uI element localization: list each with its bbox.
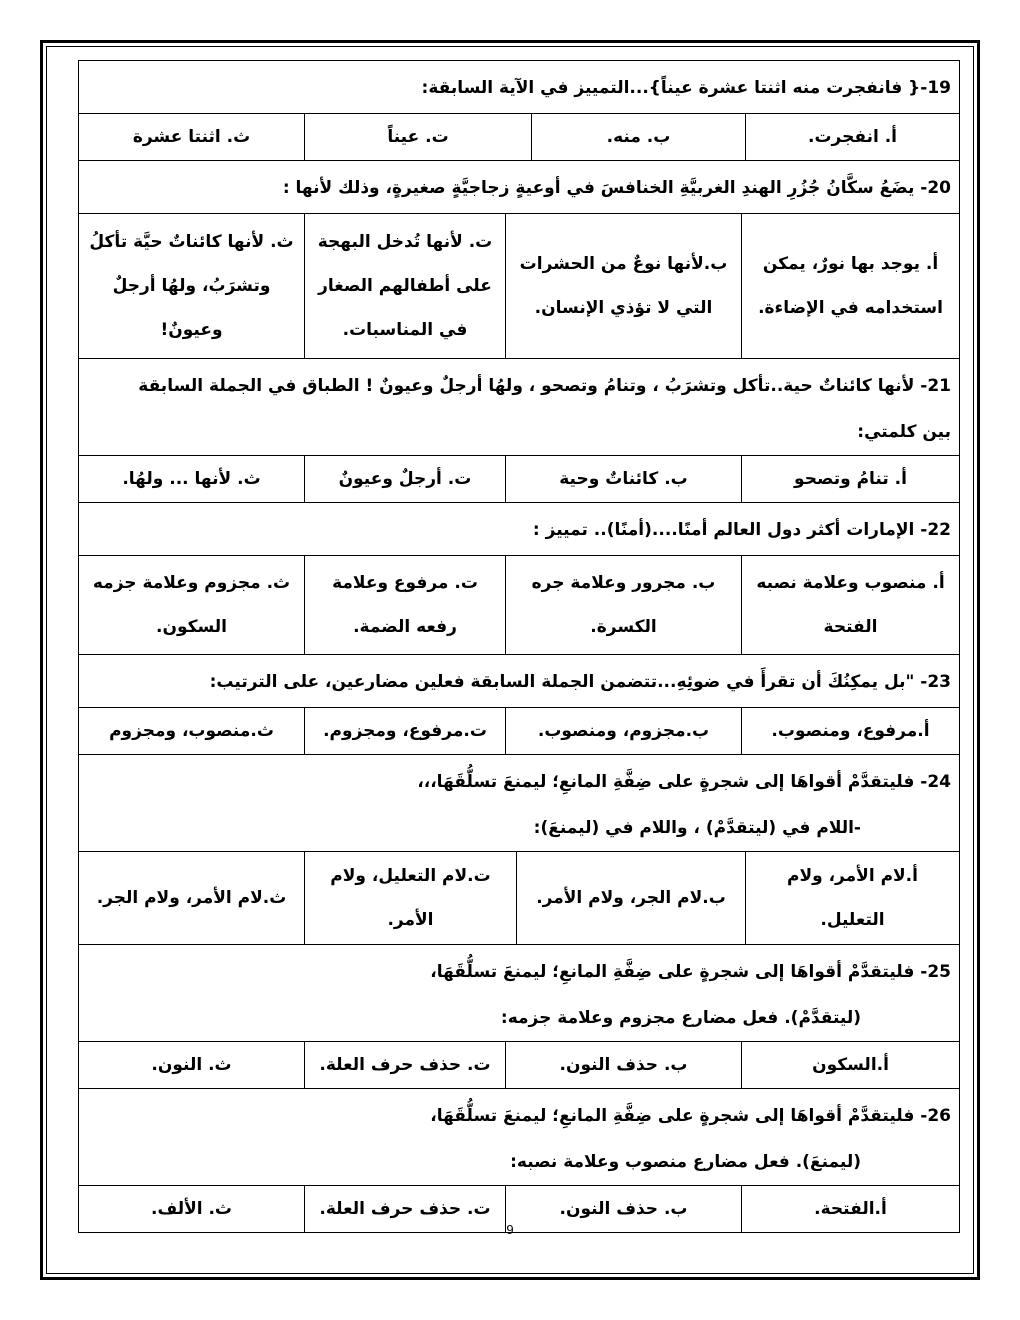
option-t[interactable]: ت. أرجلٌ وعيونٌ xyxy=(304,456,505,502)
question-text: 21- لأنها كائناتٌ حية..تأكل وتشرَبُ ، وتنامُ وتصحو ، ولهُا أرجلٌ وعيونٌ ! الطباق في الجملة السابقة بين كلمتي: xyxy=(138,376,951,442)
question-text: 25- فليتقدَّمْ أقواهَا إلى شجرةٍ على ضِفَّةِ المانعِ؛ ليمنعَ تسلُّقَهَا، (ليتقدَّمْ). فعل مضارع مجزوم وعلامة جزمه: xyxy=(430,962,951,1028)
option-th[interactable]: ث. لأنها ... ولهُا. xyxy=(122,469,261,489)
option-t[interactable]: ت. عيناً xyxy=(304,114,531,160)
option-b[interactable]: ب. مجرور وعلامة جره الكسرة. xyxy=(505,556,741,654)
page-number: 9 xyxy=(506,1222,514,1237)
option-a[interactable]: أ.السكون xyxy=(741,1042,959,1088)
exam-sheet xyxy=(78,60,960,1233)
option-b[interactable]: ب. منه. xyxy=(531,114,745,160)
question-text: 26- فليتقدَّمْ أقواهَا إلى شجرةٍ على ضِفَّةِ المانعِ؛ ليمنعَ تسلُّقَهَا، (ليمنعَ). فعل مضارع منصوب وعلامة نصبه: xyxy=(430,1106,951,1172)
question-23 xyxy=(78,655,960,708)
option-a[interactable]: أ. منصوب وعلامة نصبه الفتحة xyxy=(741,556,959,654)
options-19 xyxy=(78,114,960,161)
option-a[interactable]: أ.مرفوع، ومنصوب. xyxy=(741,708,959,754)
question-text: 22- الإمارات أكثر دول العالم أمنًا....(أمنًا).. تمييز : xyxy=(532,520,951,540)
option-a[interactable]: أ. انفجرت. xyxy=(745,114,959,160)
option-t[interactable]: ت. حذف حرف العلة. xyxy=(304,1186,505,1232)
option-b[interactable]: ب.مجزوم، ومنصوب. xyxy=(505,708,741,754)
option-th[interactable]: ث.لام الأمر، ولام الجر. xyxy=(96,888,287,908)
option-th[interactable]: ث.منصوب، ومجزوم xyxy=(109,721,274,741)
options-21 xyxy=(78,456,960,503)
options-20 xyxy=(78,214,960,359)
option-th[interactable]: ث. النون. xyxy=(151,1055,232,1075)
option-a[interactable]: أ. يوجد بها نورٌ، يمكن استخدامه في الإضاءة. xyxy=(741,214,959,358)
question-text: 19-{ فانفجرت منه اثنتا عشرة عيناً}...التمييز في الآية السابقة: xyxy=(421,78,951,98)
option-t[interactable]: ت.لام التعليل، ولام الأمر. xyxy=(304,852,516,944)
option-a[interactable]: أ. تنامُ وتصحو xyxy=(741,456,959,502)
question-19 xyxy=(78,60,960,114)
option-a[interactable]: أ.لام الأمر، ولام التعليل. xyxy=(745,852,959,944)
option-t[interactable]: ت. مرفوع وعلامة رفعه الضمة. xyxy=(304,556,505,654)
question-26 xyxy=(78,1089,960,1186)
option-a[interactable]: أ.الفتحة. xyxy=(741,1186,959,1232)
option-b[interactable]: ب.لأنها نوعٌ من الحشرات التي لا تؤذي الإنسان. xyxy=(505,214,741,358)
option-b[interactable]: ب. حذف النون. xyxy=(505,1186,741,1232)
option-th[interactable]: ث. مجزوم وعلامة جزمه السكون. xyxy=(92,573,291,637)
option-t[interactable]: ت. حذف حرف العلة. xyxy=(304,1042,505,1088)
question-text: 23- "بل يمكِنُكَ أن تقرأَ في ضوئِهِ...تتضمن الجملة السابقة فعلين مضارعين، على الترتيب: xyxy=(209,672,951,692)
option-b[interactable]: ب. حذف النون. xyxy=(505,1042,741,1088)
options-24 xyxy=(78,852,960,945)
question-20 xyxy=(78,161,960,214)
option-th[interactable]: ث. لأنها كائناتٌ حيَّة تأكلُ وتشرَبُ، ولهُا أرجلٌ وعيونٌ! xyxy=(89,232,294,340)
question-text: 20- يضَعُ سكَّانُ جُزُرِ الهندِ الغربيَّةِ الخنافسَ في أوعيةٍ زجاجيَّةٍ صغيرةٍ، وذلك لأنها : xyxy=(282,178,951,198)
options-22 xyxy=(78,556,960,655)
option-th[interactable]: ث. الألف. xyxy=(150,1199,233,1219)
options-25 xyxy=(78,1042,960,1089)
question-text: 24- فليتقدَّمْ أقواهَا إلى شجرةٍ على ضِفَّةِ المانعِ؛ ليمنعَ تسلُّقَهَا،،، -اللام في (ليتقدَّمْ) ، واللام في (ليمنعَ): xyxy=(417,772,951,838)
question-22 xyxy=(78,503,960,556)
option-t[interactable]: ت.مرفوع، ومجزوم. xyxy=(304,708,505,754)
question-24 xyxy=(78,755,960,852)
option-th[interactable]: ث. اثنتا عشرة xyxy=(132,127,251,147)
option-b[interactable]: ب.لام الجر، ولام الأمر. xyxy=(516,852,745,944)
question-21 xyxy=(78,359,960,456)
option-t[interactable]: ت. لأنها تُدخل البهجة على أطفالهم الصغار في المناسبات. xyxy=(304,214,505,358)
question-25 xyxy=(78,945,960,1042)
option-b[interactable]: ب. كائناتٌ وحية xyxy=(505,456,741,502)
options-23 xyxy=(78,708,960,755)
